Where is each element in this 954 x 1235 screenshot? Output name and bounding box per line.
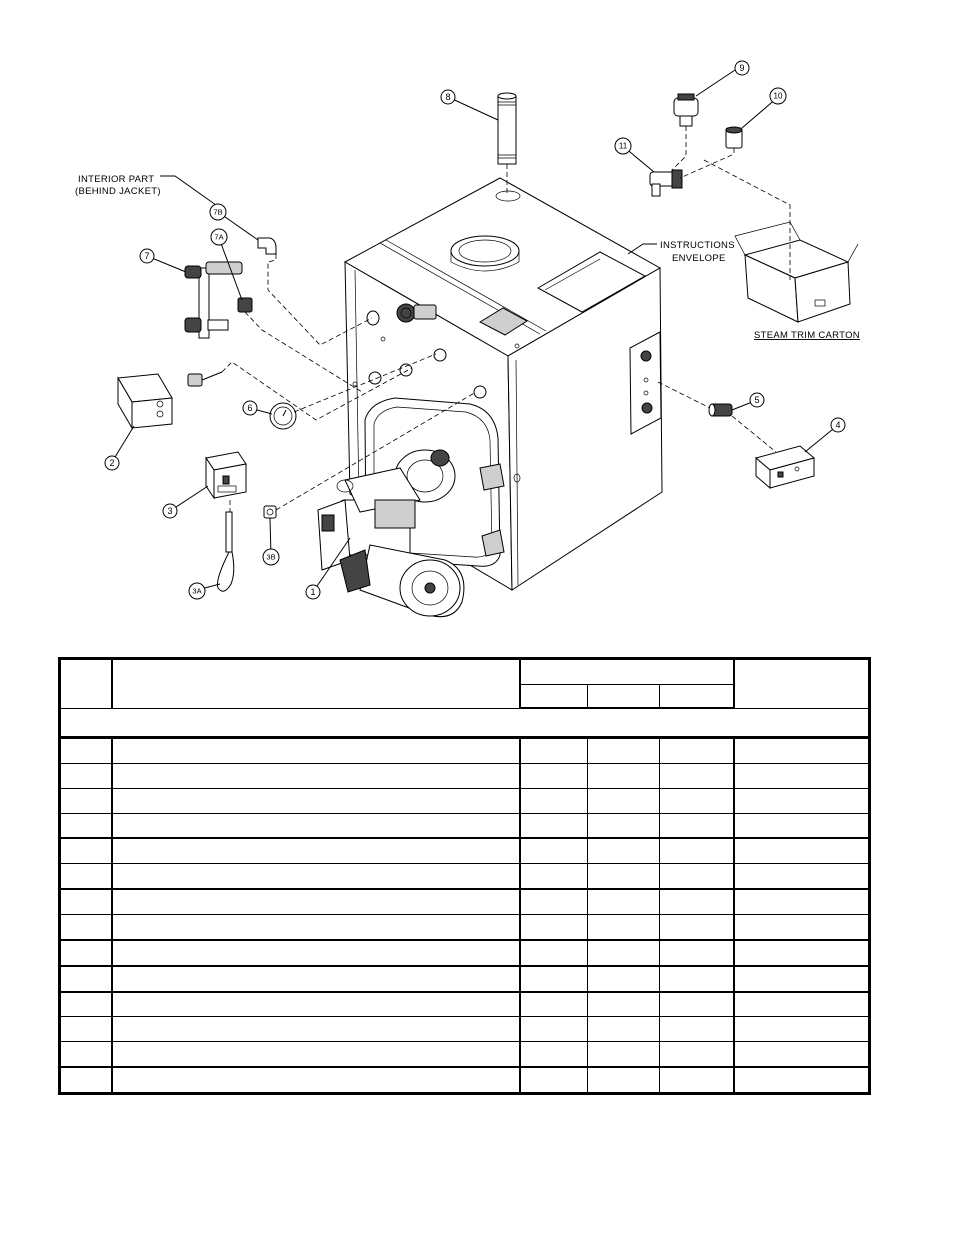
callout-10 [770, 88, 786, 104]
label-steam-trim-carton [754, 330, 860, 341]
table-row [60, 992, 870, 1017]
svg-text:3B: 3B [266, 552, 276, 562]
callout-1 [306, 585, 320, 599]
svg-text:3: 3 [167, 506, 173, 516]
table-header-row [60, 659, 870, 685]
water-gauge [185, 262, 242, 338]
svg-text:1: 1 [310, 587, 316, 597]
svg-text:5: 5 [754, 395, 760, 405]
callout-2 [105, 456, 119, 470]
table-row [60, 966, 870, 992]
callout-3b [263, 549, 279, 565]
label-interior-part [75, 174, 161, 197]
table-row [60, 1067, 870, 1094]
svg-text:11: 11 [618, 141, 628, 151]
low-water-cutoff [118, 372, 222, 428]
svg-text:7B: 7B [213, 207, 223, 217]
header-cell [734, 659, 870, 709]
svg-text:4: 4 [835, 420, 841, 430]
bushing [264, 506, 276, 518]
relief-valve [674, 94, 698, 126]
callout-7b [210, 204, 226, 220]
drain-valve [650, 170, 682, 196]
table-row [60, 788, 870, 813]
header-cell [588, 685, 660, 709]
table-row [60, 813, 870, 838]
header-cell [520, 685, 588, 709]
svg-text:7: 7 [144, 251, 150, 261]
section-cell [60, 708, 870, 738]
steam-trim-carton [735, 222, 858, 322]
callout-7 [140, 249, 154, 263]
svg-text:STEAM TRIM CARTON: STEAM TRIM CARTON [754, 330, 860, 341]
svg-text:INSTRUCTIONS: INSTRUCTIONS [660, 240, 735, 251]
table-row [60, 914, 870, 939]
callout-9 [735, 61, 749, 75]
table-row [60, 838, 870, 863]
table-row [60, 1017, 870, 1042]
table-row [60, 738, 870, 764]
gauge-nipple [238, 298, 252, 312]
svg-text:10: 10 [773, 91, 783, 101]
table-row [60, 940, 870, 966]
table-row [60, 764, 870, 789]
label-instructions-envelope [660, 240, 735, 264]
control-fitting [709, 404, 732, 416]
callout-3 [163, 504, 177, 518]
pigtail-siphon [217, 512, 233, 591]
callout-11 [615, 138, 631, 154]
table-section-row [60, 708, 870, 738]
svg-text:2: 2 [109, 458, 115, 468]
parts-list-table [58, 657, 871, 1095]
svg-text:9: 9 [739, 63, 745, 73]
svg-text:7A: 7A [214, 232, 224, 242]
callout-3a [189, 583, 205, 599]
header-cell [660, 685, 734, 709]
elbow-fitting [258, 238, 276, 254]
header-cell [112, 659, 520, 709]
svg-text:(BEHIND JACKET): (BEHIND JACKET) [75, 186, 161, 197]
pressure-gauge [270, 403, 296, 429]
callout-4 [831, 418, 845, 432]
pipe-fitting [726, 127, 742, 148]
table-row [60, 864, 870, 889]
header-cell [60, 659, 112, 709]
callout-8 [441, 90, 455, 104]
svg-text:6: 6 [247, 403, 253, 413]
pressure-control [206, 452, 246, 498]
callout-5 [750, 393, 764, 407]
header-cell [520, 659, 734, 685]
svg-text:INTERIOR PART: INTERIOR PART [78, 174, 155, 185]
callout-6 [243, 401, 257, 415]
svg-text:8: 8 [445, 92, 451, 102]
svg-text:ENVELOPE: ENVELOPE [672, 253, 726, 264]
table-row [60, 889, 870, 914]
table-row [60, 1042, 870, 1067]
svg-text:3A: 3A [192, 586, 202, 596]
callout-7a [211, 229, 227, 245]
